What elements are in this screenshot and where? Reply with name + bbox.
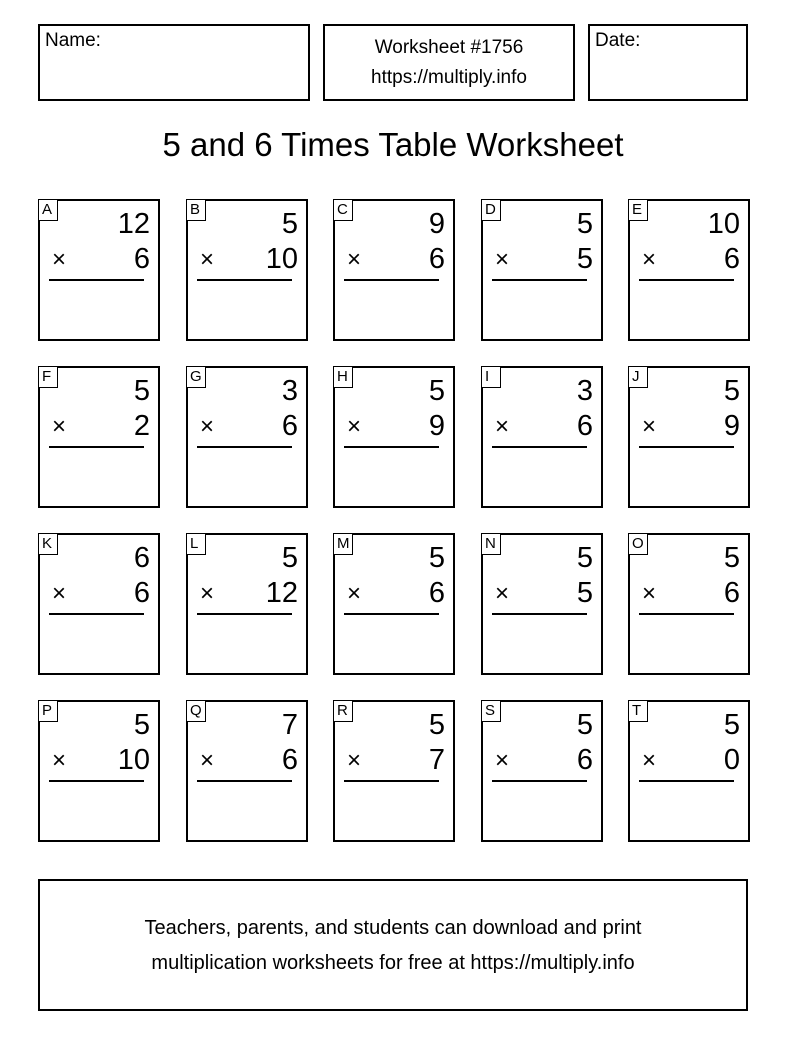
- answer-line: [197, 446, 292, 448]
- times-sign: ×: [52, 747, 67, 774]
- answer-line: [344, 279, 439, 281]
- problem-letter: R: [333, 700, 353, 722]
- times-sign: ×: [52, 246, 67, 273]
- problem-letter: M: [333, 533, 353, 555]
- answer-line: [197, 780, 292, 782]
- multiplier: 6: [133, 243, 150, 275]
- footer-line-1: Teachers, parents, and students can download and print: [144, 917, 642, 939]
- multiplier: 6: [281, 744, 298, 776]
- problem-card: [38, 199, 160, 341]
- multiplier: 10: [117, 744, 150, 776]
- multiplier: 6: [723, 243, 740, 275]
- multiplicand: 7: [281, 709, 298, 741]
- multiplier: 5: [576, 243, 593, 275]
- problem-letter: F: [38, 366, 58, 388]
- multiplicand: 5: [428, 542, 445, 574]
- problem-letter: T: [628, 700, 648, 722]
- date-box: [588, 24, 748, 101]
- answer-line: [639, 446, 734, 448]
- multiplicand: 5: [281, 208, 298, 240]
- times-sign: ×: [200, 580, 215, 607]
- problem-letter: D: [481, 199, 501, 221]
- times-sign: ×: [347, 580, 362, 607]
- multiplicand: 5: [428, 709, 445, 741]
- name-label: Name:: [45, 30, 101, 51]
- multiplier: 6: [576, 410, 593, 442]
- multiplier: 9: [723, 410, 740, 442]
- times-sign: ×: [200, 413, 215, 440]
- problem-letter: S: [481, 700, 501, 722]
- problem-letter: L: [186, 533, 206, 555]
- answer-line: [492, 613, 587, 615]
- multiplicand: 10: [707, 208, 740, 240]
- times-sign: ×: [347, 747, 362, 774]
- problem-card: [481, 533, 603, 675]
- problem-letter: N: [481, 533, 501, 555]
- multiplier: 6: [281, 410, 298, 442]
- problem-card: [333, 366, 455, 508]
- problem-card: [628, 533, 750, 675]
- multiplier: 6: [428, 243, 445, 275]
- footer-note: [38, 879, 748, 1011]
- problem-letter: J: [628, 366, 648, 388]
- site-url: https://multiply.info: [371, 67, 527, 88]
- multiplicand: 5: [576, 542, 593, 574]
- problem-card: [481, 700, 603, 842]
- answer-line: [492, 780, 587, 782]
- multiplicand: 3: [576, 375, 593, 407]
- multiplier: 2: [133, 410, 150, 442]
- problem-card: [628, 199, 750, 341]
- multiplier: 9: [428, 410, 445, 442]
- page-title: 5 and 6 Times Table Worksheet: [162, 126, 624, 163]
- answer-line: [639, 279, 734, 281]
- times-sign: ×: [347, 246, 362, 273]
- times-sign: ×: [642, 747, 657, 774]
- problem-letter: I: [481, 366, 501, 388]
- multiplicand: 5: [428, 375, 445, 407]
- problem-card: [333, 700, 455, 842]
- multiplier: 6: [723, 577, 740, 609]
- answer-line: [49, 780, 144, 782]
- worksheet-id-box: [323, 24, 575, 101]
- answer-line: [49, 446, 144, 448]
- multiplicand: 5: [133, 375, 150, 407]
- times-sign: ×: [495, 246, 510, 273]
- times-sign: ×: [642, 413, 657, 440]
- times-sign: ×: [495, 580, 510, 607]
- problem-grid: [38, 199, 748, 842]
- multiplicand: 5: [576, 208, 593, 240]
- multiplicand: 5: [723, 375, 740, 407]
- date-label: Date:: [595, 30, 641, 51]
- times-sign: ×: [495, 747, 510, 774]
- multiplier: 5: [576, 577, 593, 609]
- problem-letter: A: [38, 199, 58, 221]
- multiplier: 10: [265, 243, 298, 275]
- times-sign: ×: [200, 246, 215, 273]
- times-sign: ×: [200, 747, 215, 774]
- problem-letter: Q: [186, 700, 206, 722]
- answer-line: [344, 446, 439, 448]
- problem-card: [333, 199, 455, 341]
- problem-letter: E: [628, 199, 648, 221]
- multiplicand: 9: [428, 208, 445, 240]
- answer-line: [344, 780, 439, 782]
- multiplier: 6: [576, 744, 593, 776]
- worksheet-id: Worksheet #1756: [374, 37, 524, 58]
- answer-line: [197, 279, 292, 281]
- problem-card: [481, 366, 603, 508]
- problem-letter: H: [333, 366, 353, 388]
- problem-letter: B: [186, 199, 206, 221]
- multiplicand: 6: [133, 542, 150, 574]
- problem-card: [38, 533, 160, 675]
- name-box: [38, 24, 310, 101]
- problem-card: [481, 199, 603, 341]
- problem-letter: C: [333, 199, 353, 221]
- problem-card: [186, 533, 308, 675]
- problem-card: [186, 199, 308, 341]
- multiplier: 6: [428, 577, 445, 609]
- multiplier: 6: [133, 577, 150, 609]
- multiplicand: 3: [281, 375, 298, 407]
- times-sign: ×: [52, 580, 67, 607]
- multiplier: 12: [265, 577, 298, 609]
- answer-line: [639, 780, 734, 782]
- answer-line: [344, 613, 439, 615]
- answer-line: [197, 613, 292, 615]
- multiplicand: 12: [117, 208, 150, 240]
- problem-card: [186, 366, 308, 508]
- multiplier: 7: [428, 744, 445, 776]
- times-sign: ×: [642, 246, 657, 273]
- multiplicand: 5: [576, 709, 593, 741]
- problem-card: [38, 700, 160, 842]
- answer-line: [492, 446, 587, 448]
- multiplicand: 5: [281, 542, 298, 574]
- answer-line: [49, 279, 144, 281]
- answer-line: [492, 279, 587, 281]
- times-sign: ×: [642, 580, 657, 607]
- problem-card: [38, 366, 160, 508]
- problem-card: [333, 533, 455, 675]
- problem-letter: O: [628, 533, 648, 555]
- problem-card: [628, 700, 750, 842]
- problem-letter: P: [38, 700, 58, 722]
- multiplier: 0: [723, 744, 740, 776]
- times-sign: ×: [495, 413, 510, 440]
- problem-letter: G: [186, 366, 206, 388]
- multiplicand: 5: [723, 542, 740, 574]
- problem-card: [628, 366, 750, 508]
- multiplicand: 5: [723, 709, 740, 741]
- times-sign: ×: [347, 413, 362, 440]
- multiplicand: 5: [133, 709, 150, 741]
- footer-line-2: multiplication worksheets for free at https://multiply.info: [151, 952, 635, 974]
- answer-line: [639, 613, 734, 615]
- problem-letter: K: [38, 533, 58, 555]
- times-sign: ×: [52, 413, 67, 440]
- problem-card: [186, 700, 308, 842]
- answer-line: [49, 613, 144, 615]
